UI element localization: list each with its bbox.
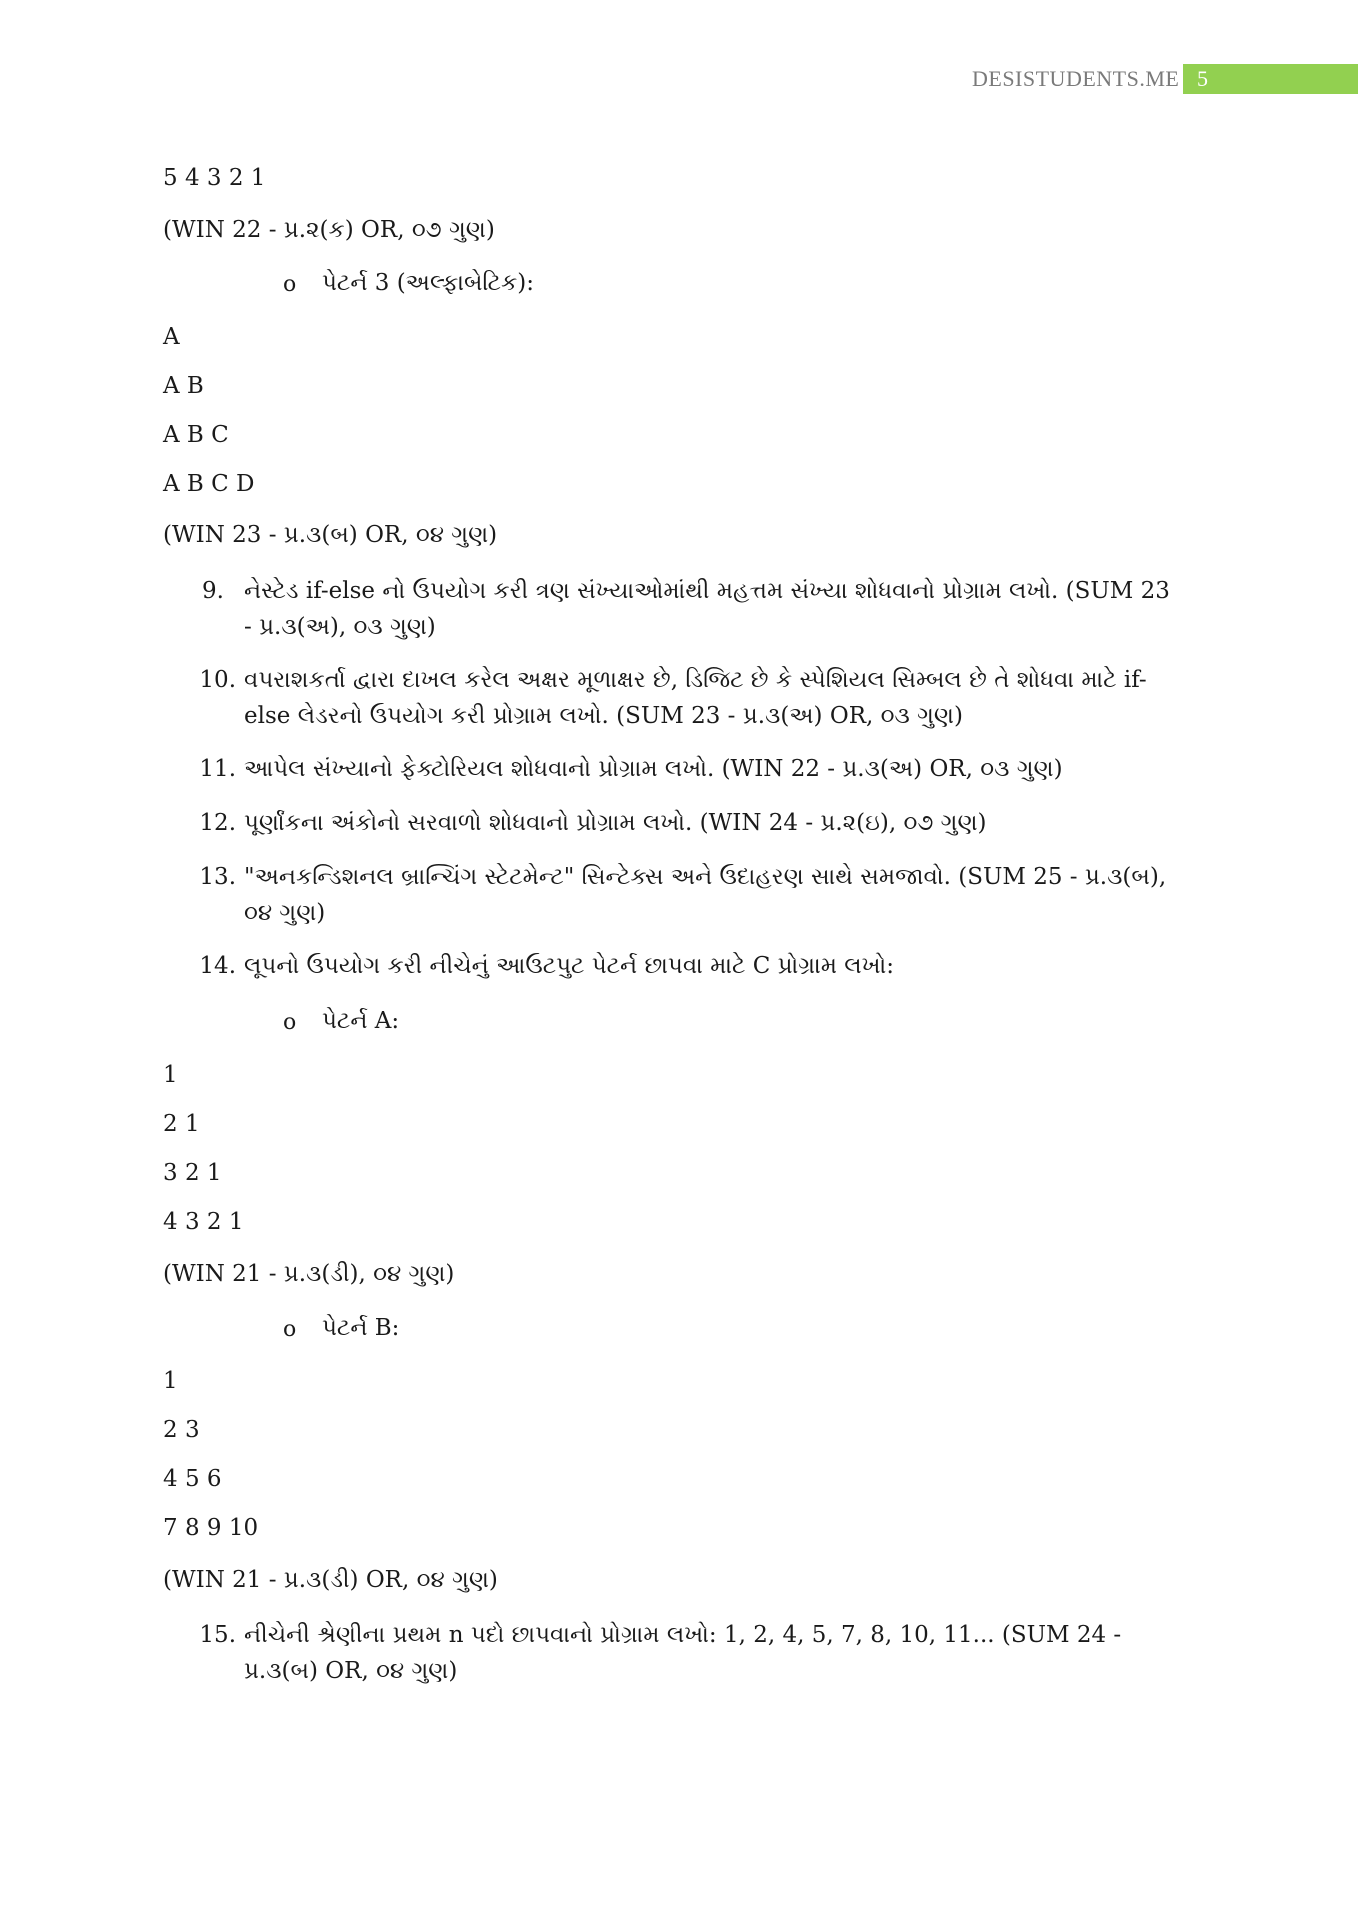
pattern-row: 2 3 xyxy=(163,1417,200,1443)
question-reference: (WIN 23 - પ્ર.૩(બ) OR, ૦૪ ગુણ) xyxy=(163,522,498,548)
pattern-row: 7 8 9 10 xyxy=(163,1515,259,1541)
question-number: 15. xyxy=(199,1622,236,1648)
pattern-row: 4 3 2 1 xyxy=(163,1209,244,1235)
question-reference: (WIN 22 - પ્ર.૨(ક) OR, ૦૭ ગુણ) xyxy=(163,217,495,243)
bullet-icon: o xyxy=(283,272,297,297)
site-name: DESISTUDENTS.ME xyxy=(972,66,1180,91)
question-text: નેસ્ટેડ if-else નો ઉપયોગ કરી ત્રણ સંખ્યાઓમાંથી મહત્તમ સંખ્યા શોધવાનો પ્રોગ્રામ લખો. (SUM 23 - પ્ર.૩(અ), ૦૩ ગુણ) xyxy=(244,578,1170,640)
page-number: 5 xyxy=(1183,64,1358,94)
pattern-row: A B C xyxy=(163,422,229,448)
question-text: "અનકન્ડિશનલ બ્રાન્ચિંગ સ્ટેટમેન્ટ" સિન્ટેક્સ અને ઉદાહરણ સાથે સમજાવો. (SUM 25 - પ્ર.૩(બ), ૦૪ ગુણ) xyxy=(244,864,1167,926)
bullet-icon: o xyxy=(283,1010,297,1035)
question-number: 11. xyxy=(199,756,236,782)
question-text: આપેલ સંખ્યાનો ફેક્ટોરિયલ શોધવાનો પ્રોગ્રામ લખો. (WIN 22 - પ્ર.૩(અ) OR, ૦૩ ગુણ) xyxy=(244,756,1063,782)
pattern-row: 3 2 1 xyxy=(163,1160,222,1186)
pattern-row: A xyxy=(163,324,180,350)
pattern-label: પેટર્ન 3 (અલ્ફાબેટિક): xyxy=(322,270,534,296)
question-reference: (WIN 21 - પ્ર.૩(ડી), ૦૪ ગુણ) xyxy=(163,1261,455,1287)
pattern-row: 5 4 3 2 1 xyxy=(163,165,266,191)
bullet-icon: o xyxy=(283,1317,297,1342)
pattern-label: પેટર્ન B: xyxy=(322,1315,400,1341)
pattern-row: A B C D xyxy=(163,471,255,497)
question-number: 13. xyxy=(199,864,236,890)
question-reference: (WIN 21 - પ્ર.૩(ડી) OR, ૦૪ ગુણ) xyxy=(163,1567,498,1593)
question-number: 14. xyxy=(199,953,236,979)
pattern-row: 1 xyxy=(163,1368,178,1394)
pattern-row: 1 xyxy=(163,1062,178,1088)
question-text: વપરાશકર્તા દ્વારા દાખલ કરેલ અક્ષર મૂળાક્ષર છે, ડિજિટ છે કે સ્પેશિયલ સિમ્બલ છે તે શોધવા માટે if-else લેડરનો ઉપયોગ કરી પ્રોગ્રામ લખો. (SUM 23 - પ્ર.૩(અ) OR, ૦૩ ગુણ) xyxy=(244,667,1147,729)
question-number: 12. xyxy=(199,810,236,836)
pattern-label: પેટર્ન A: xyxy=(322,1008,400,1034)
pattern-row: A B xyxy=(163,373,204,399)
pattern-row: 4 5 6 xyxy=(163,1466,222,1492)
question-text: પૂર્ણાંકના અંકોનો સરવાળો શોધવાનો પ્રોગ્રામ લખો. (WIN 24 - પ્ર.૨(ઇ), ૦૭ ગુણ) xyxy=(244,810,987,836)
question-number: 9. xyxy=(202,578,224,604)
question-number: 10. xyxy=(199,667,236,693)
pattern-row: 2 1 xyxy=(163,1111,200,1137)
question-text: લૂપનો ઉપયોગ કરી નીચેનું આઉટપુટ પેટર્ન છાપવા માટે C પ્રોગ્રામ લખો: xyxy=(244,953,895,979)
question-text: નીચેની શ્રેણીના પ્રથમ n પદો છાપવાનો પ્રોગ્રામ લખો: 1, 2, 4, 5, 7, 8, 10, 11... (SUM 24 - પ્ર.૩(બ) OR, ૦૪ ગુણ) xyxy=(244,1622,1122,1684)
